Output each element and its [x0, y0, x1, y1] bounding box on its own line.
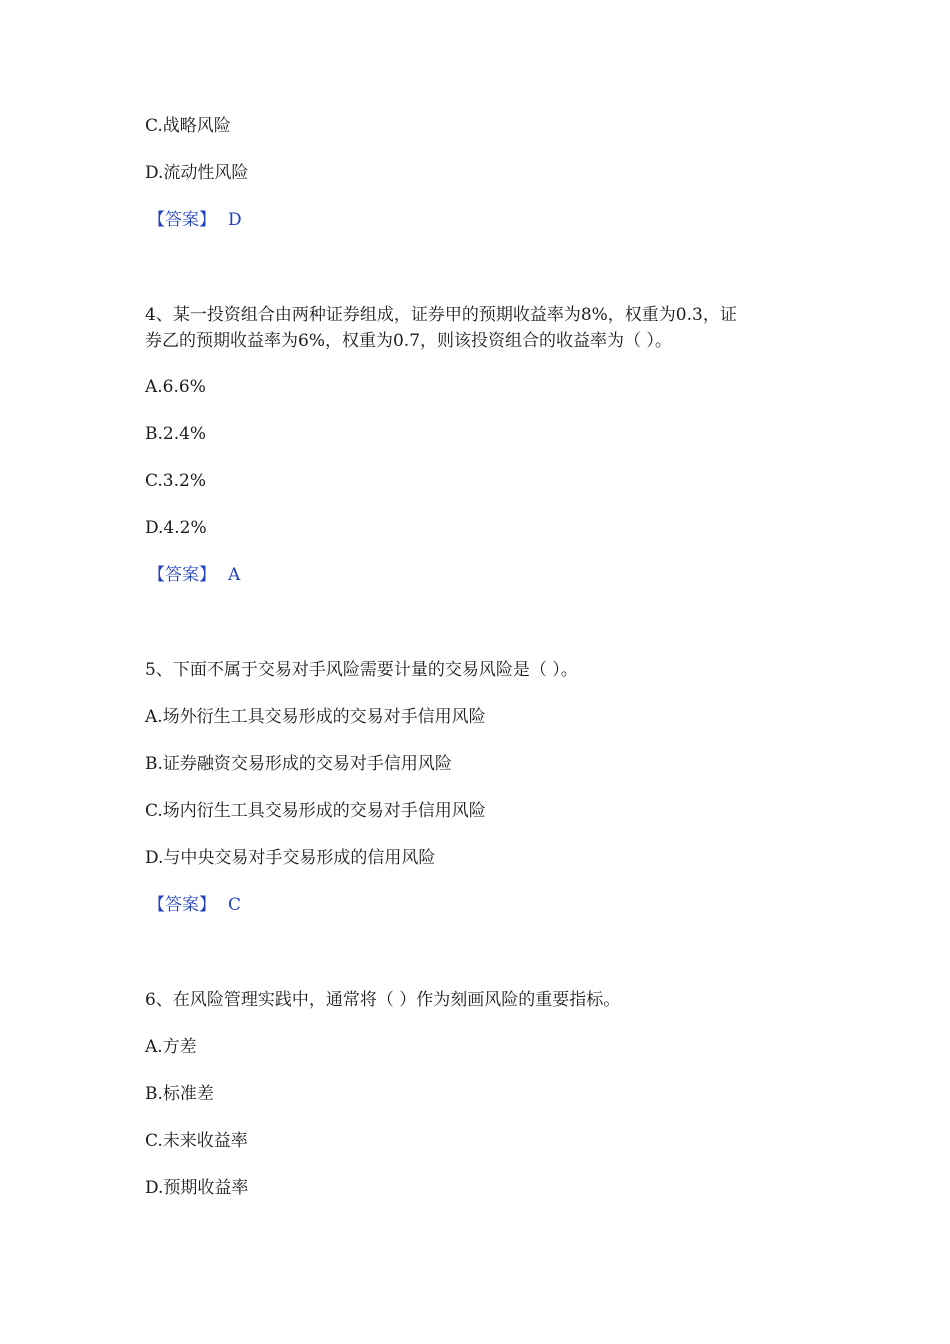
q4-option-b: B.2.4%	[145, 424, 207, 444]
q6-option-b: B.标准差	[145, 1084, 214, 1104]
q3-answer	[148, 209, 242, 231]
answer-value: C	[228, 895, 242, 915]
q5-option-c: C.场内衍生工具交易形成的交易对手信用风险	[145, 801, 486, 821]
q6-option-d: D.预期收益率	[145, 1178, 249, 1198]
q4-option-c: C.3.2%	[145, 471, 206, 491]
answer-value: D	[228, 210, 242, 230]
q6-stem: 6、在风险管理实践中，通常将（ ）作为刻画风险的重要指标。	[145, 990, 621, 1010]
q5-answer	[148, 894, 241, 916]
q5-option-d: D.与中央交易对手交易形成的信用风险	[145, 848, 436, 868]
q3-option-c: C.战略风险	[145, 116, 231, 136]
answer-label: 【答案】	[148, 565, 216, 585]
q3-option-d: D.流动性风险	[145, 163, 249, 183]
q4-answer	[148, 564, 240, 586]
q6-option-c: C.未来收益率	[145, 1131, 248, 1151]
q4-stem-line-1: 4、某一投资组合由两种证券组成，证券甲的预期收益率为8%，权重为0.3，证	[145, 305, 737, 325]
q4-option-a: A.6.6%	[145, 377, 206, 397]
answer-label: 【答案】	[148, 895, 216, 915]
answer-label: 【答案】	[148, 210, 216, 230]
answer-value: A	[228, 565, 241, 585]
q4-option-d: D.4.2%	[145, 518, 207, 538]
q5-stem: 5、下面不属于交易对手风险需要计量的交易风险是（ ）。	[145, 660, 578, 680]
q5-option-b: B.证券融资交易形成的交易对手信用风险	[145, 754, 452, 774]
q5-option-a: A.场外衍生工具交易形成的交易对手信用风险	[145, 707, 486, 727]
q4-stem-line-2: 券乙的预期收益率为6%，权重为0.7，则该投资组合的收益率为（ ）。	[145, 331, 672, 351]
q6-option-a: A.方差	[145, 1037, 197, 1057]
